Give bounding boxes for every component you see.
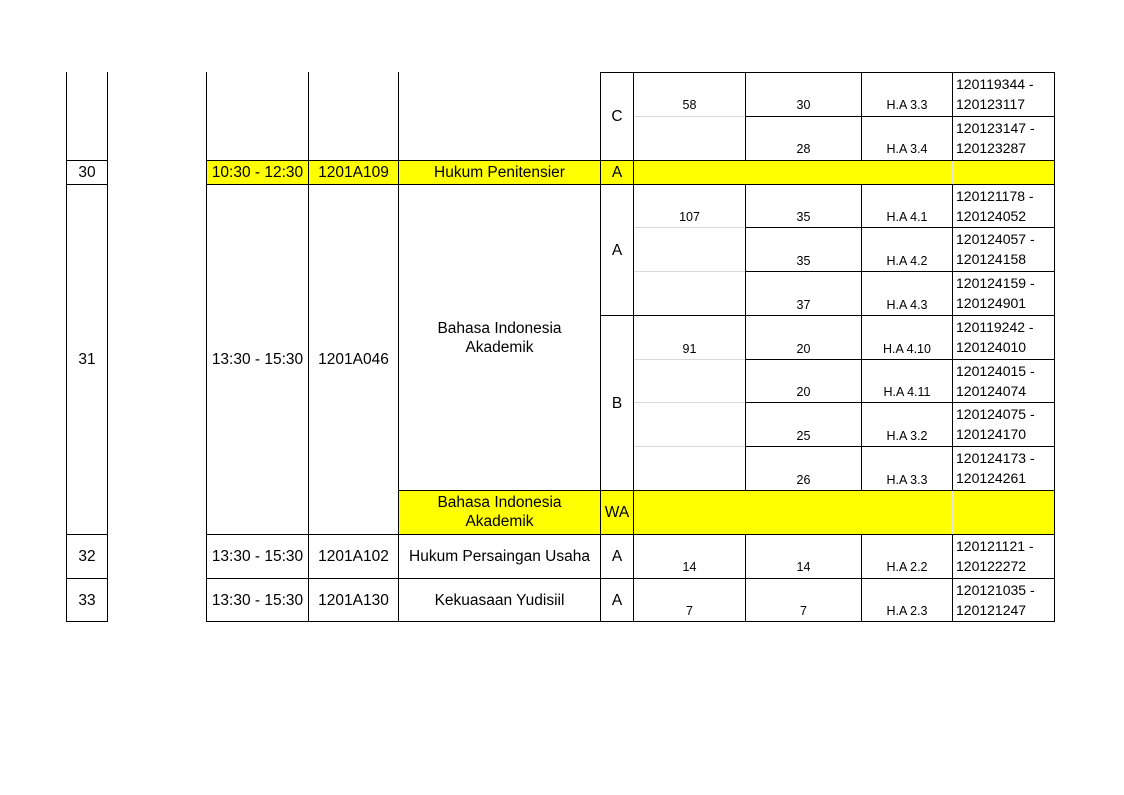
row-number: 31 bbox=[78, 350, 96, 368]
waktu-cell: 13:30 - 15:30 bbox=[211, 547, 304, 565]
nim-range-cell: 120121035 - 120121247 bbox=[956, 582, 1035, 618]
kelas-cell: A bbox=[611, 547, 623, 565]
ruang-cell: H.A 4.11 bbox=[883, 384, 931, 399]
ruang-cell: H.A 2.3 bbox=[886, 603, 928, 618]
ruang-cell: H.A 2.2 bbox=[886, 559, 928, 574]
peserta-cell: 14 bbox=[682, 559, 697, 574]
nim-range-cell: 120119242 - 120124010 bbox=[956, 319, 1034, 355]
nim-range-cell: 120124015 - 120124074 bbox=[956, 363, 1035, 399]
waktu-cell: 13:30 - 15:30 bbox=[211, 350, 304, 368]
nim-range-cell: 120121178 - 120124052 bbox=[956, 188, 1034, 224]
ruang-cell: H.A 4.1 bbox=[886, 209, 928, 224]
kelas-cell: B bbox=[611, 394, 623, 412]
jumlah-cell: 14 bbox=[796, 559, 811, 574]
kelas-cell: A bbox=[611, 241, 623, 259]
ruang-cell: H.A 4.10 bbox=[883, 341, 931, 356]
nim-range-cell: 120124173 - 120124261 bbox=[956, 450, 1035, 486]
waktu-cell: 10:30 - 12:30 bbox=[211, 164, 304, 181]
jumlah-cell: 25 bbox=[796, 428, 811, 443]
jumlah-cell: 28 bbox=[796, 141, 811, 156]
nim-range-cell: 120121121 - 120122272 bbox=[956, 538, 1034, 574]
peserta-cell: 107 bbox=[679, 209, 700, 224]
ruang-cell: H.A 3.3 bbox=[886, 472, 928, 487]
nim-range-cell: 120119344 - 120123117 bbox=[956, 76, 1034, 112]
jumlah-cell: 37 bbox=[796, 297, 811, 312]
kelas-cell: C bbox=[611, 107, 623, 125]
matkul-cell: Hukum Penitensier bbox=[434, 164, 565, 181]
kelas-cell: WA bbox=[604, 503, 630, 521]
jumlah-cell: 7 bbox=[800, 603, 807, 618]
matkul-cell: Kekuasaan Yudisiil bbox=[434, 591, 565, 609]
nim-range-cell: 120124075 - 120124170 bbox=[956, 406, 1035, 442]
row-number: 32 bbox=[78, 547, 96, 565]
kode-cell: 1201A109 bbox=[318, 164, 389, 181]
matkul-cell: Hukum Persaingan Usaha bbox=[409, 547, 590, 565]
waktu-cell: 13:30 - 15:30 bbox=[211, 591, 304, 609]
peserta-cell: 91 bbox=[682, 341, 697, 356]
jumlah-cell: 20 bbox=[796, 384, 811, 399]
kelas-cell: A bbox=[611, 164, 623, 181]
ruang-cell: H.A 3.2 bbox=[886, 428, 928, 443]
row-number: 30 bbox=[78, 164, 96, 181]
nim-range-cell: 120124057 - 120124158 bbox=[956, 231, 1035, 267]
kode-cell: 1201A130 bbox=[318, 591, 389, 609]
matkul-cell: Bahasa Indonesia Akademik bbox=[437, 320, 562, 356]
nim-range-cell: 120123147 - 120123287 bbox=[956, 120, 1035, 156]
ruang-cell: H.A 3.4 bbox=[886, 141, 928, 156]
kode-cell: 1201A102 bbox=[318, 547, 389, 565]
kode-cell: 1201A046 bbox=[318, 350, 389, 368]
peserta-cell: 58 bbox=[682, 97, 697, 112]
nim-range-cell: 120124159 - 120124901 bbox=[956, 275, 1035, 311]
matkul-cell: Bahasa Indonesia Akademik bbox=[437, 494, 562, 530]
peserta-cell: 7 bbox=[686, 603, 693, 618]
jumlah-cell: 20 bbox=[796, 341, 811, 356]
row-number: 33 bbox=[78, 591, 96, 609]
jumlah-cell: 35 bbox=[796, 209, 811, 224]
ruang-cell: H.A 4.2 bbox=[886, 253, 928, 268]
ruang-cell: H.A 4.3 bbox=[886, 297, 928, 312]
jumlah-cell: 30 bbox=[796, 97, 811, 112]
kelas-cell: A bbox=[611, 591, 623, 609]
jumlah-cell: 26 bbox=[796, 472, 811, 487]
ruang-cell: H.A 3.3 bbox=[886, 97, 928, 112]
jumlah-cell: 35 bbox=[796, 253, 811, 268]
